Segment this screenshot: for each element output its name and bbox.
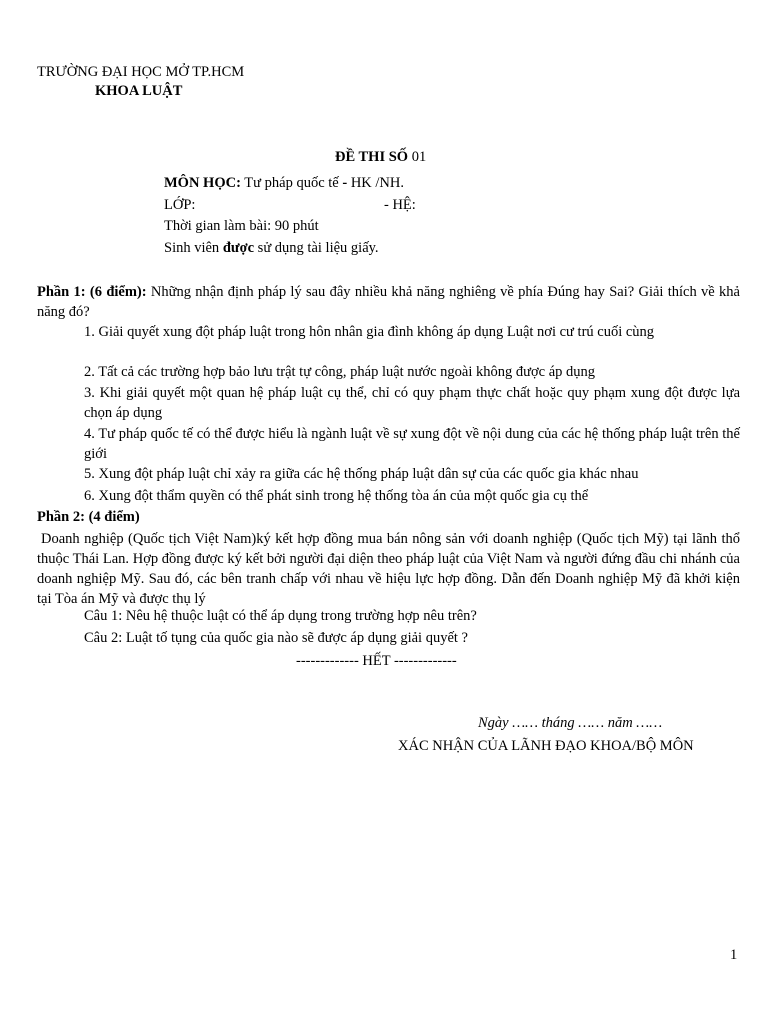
faculty-name: KHOA LUẬT <box>95 83 183 99</box>
materials-bold: được <box>222 240 255 256</box>
question-2: Câu 2: Luật tố tụng của quốc gia nào sẽ được áp dụng giải quyết ? <box>84 630 468 646</box>
exam-title <box>335 147 426 167</box>
part2-scenario: Doanh nghiệp (Quốc tịch Việt Nam)ký kết hợp đồng mua bán nông sản với doanh nghiệp (Quốc tịch Mỹ) tại lãnh thổ thuộc Thái Lan. Hợp đồng được ký kết bởi người đại diện theo pháp luật của Việt Nam và người đứng đầu chi nhánh của doanh nghiệp Mỹ. Sau đó, các bên tranh chấp với nhau về hiệu lực hợp đồng. Dẫn đến Doanh nghiệp Mỹ đã khởi kiện tại Tòa án Mỹ và được thụ lý <box>37 531 740 607</box>
page-number: 1 <box>730 947 738 963</box>
subject-separator: - <box>342 175 348 191</box>
exam-title-label: ĐỀ THI SỐ <box>335 149 409 165</box>
materials-post: sử dụng tài liệu giấy. <box>257 240 379 256</box>
class-label: LỚP: <box>164 197 196 213</box>
part2-heading: Phần 2: (4 điểm) <box>37 509 140 525</box>
part1-item-2: 2. Tất cả các trường hợp bảo lưu trật tự công, pháp luật nước ngoài không được áp dụng <box>84 364 596 380</box>
school-name: TRƯỜNG ĐẠI HỌC MỞ TP.HCM <box>37 64 245 80</box>
exam-duration: Thời gian làm bài: 90 phút <box>164 218 319 234</box>
part1-heading: Phần 1: (6 điểm): <box>37 284 147 300</box>
part1-item-4: 4. Tư pháp quốc tế có thể được hiểu là ngành luật về sự xung đột về nội dung của các hệ thống pháp luật trên thế giới <box>84 426 740 462</box>
system-label: - HỆ: <box>384 197 416 213</box>
materials-note <box>164 238 379 258</box>
subject-line <box>164 173 404 193</box>
question-1: Câu 1: Nêu hệ thuộc luật có thể áp dụng trong trường hợp nêu trên? <box>84 608 477 624</box>
part1-intro-text: Những nhận định pháp lý sau đây nhiều khả năng nghiêng về phía Đúng hay Sai? Giải thích về khả năng đó? <box>37 284 740 320</box>
part1-item-1: 1. Giải quyết xung đột pháp luật trong hôn nhân gia đình không áp dụng Luật nơi cư trú cuối cùng <box>84 324 655 340</box>
subject-label: MÔN HỌC: <box>164 175 241 191</box>
date-line: Ngày …… tháng …… năm …… <box>478 715 663 731</box>
subject-value: Tư pháp quốc tế <box>244 175 339 191</box>
part1-item-6: 6. Xung đột thẩm quyền có thể phát sinh trong hệ thống tòa án của một quốc gia cụ thể <box>84 488 589 504</box>
materials-pre: Sinh viên <box>164 240 220 256</box>
end-mark: ------------- HẾT ------------- <box>296 653 457 669</box>
part1-item-5: 5. Xung đột pháp luật chỉ xảy ra giữa các hệ thống pháp luật dân sự của các quốc gia khác nhau <box>84 466 639 482</box>
exam-number: 01 <box>411 149 427 165</box>
part1-intro <box>37 282 740 322</box>
semester-value: HK /NH. <box>350 175 404 191</box>
part1-item-3: 3. Khi giải quyết một quan hệ pháp luật cụ thể, chỉ có quy phạm thực chất hoặc quy phạm xung đột được lựa chọn áp dụng <box>84 385 740 421</box>
confirmation-title: XÁC NHẬN CỦA LÃNH ĐẠO KHOA/BỘ MÔN <box>398 738 694 754</box>
